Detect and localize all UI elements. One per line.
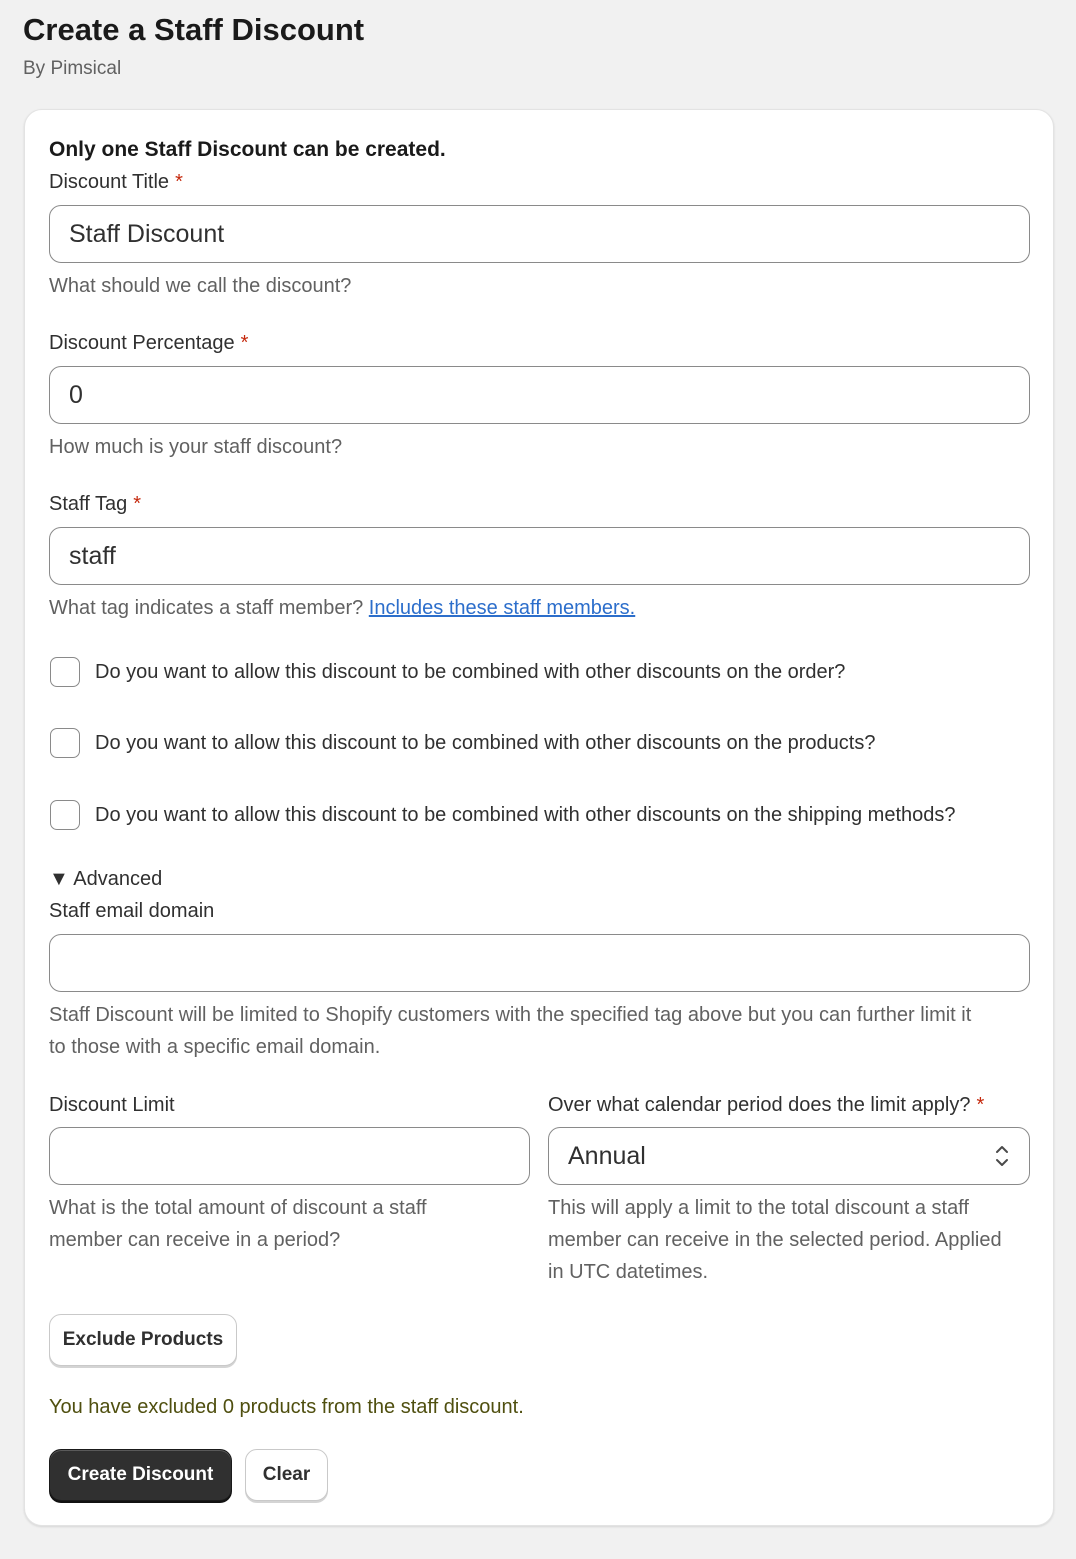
discount-percentage-help: How much is your staff discount?: [49, 436, 343, 458]
staff-tag-value: staff: [69, 541, 116, 570]
discount-limit-help-line-1: What is the total amount of discount a staff: [49, 1197, 427, 1219]
excluded-products-note: You have excluded 0 products from the staff discount.: [49, 1396, 524, 1418]
email-domain-help: [49, 999, 1039, 1063]
page-subtitle: By Pimsical: [23, 58, 122, 79]
period-help: [548, 1192, 1033, 1288]
staff-tag-input[interactable]: [49, 527, 1030, 585]
discount-limit-help: [49, 1192, 529, 1256]
combine-order-label: Do you want to allow this discount to be combined with other discounts on the order?: [95, 660, 846, 683]
combine-shipping-checkbox[interactable]: [50, 800, 80, 830]
required-mark: *: [175, 171, 183, 193]
discount-title-label: [49, 171, 183, 194]
email-domain-label: Staff email domain: [49, 900, 215, 922]
discount-title-input[interactable]: [49, 205, 1030, 263]
staff-tag-label: [49, 493, 141, 516]
discount-percentage-label-text: Discount Percentage: [49, 332, 235, 354]
discount-limit-help-line-2: member can receive in a period?: [49, 1229, 341, 1251]
email-domain-input[interactable]: [49, 934, 1030, 992]
discount-percentage-value: 0: [69, 380, 83, 409]
discount-form-card: [24, 109, 1054, 1526]
required-mark: *: [240, 332, 249, 354]
combine-products-checkbox[interactable]: [50, 728, 80, 758]
period-help-line-3: in UTC datetimes.: [548, 1261, 709, 1283]
select-chevron-icon: [995, 1142, 1009, 1170]
form-notice: Only one Staff Discount can be created.: [49, 138, 446, 161]
staff-members-link[interactable]: Includes these staff members.: [368, 597, 636, 619]
staff-tag-help: [49, 592, 635, 624]
period-help-line-2: member can receive in the selected period. Applied: [548, 1229, 1002, 1251]
period-select[interactable]: [548, 1127, 1030, 1185]
combine-shipping-label: Do you want to allow this discount to be combined with other discounts on the shipping methods?: [95, 803, 956, 826]
exclude-products-button[interactable]: Exclude Products: [49, 1314, 237, 1366]
staff-tag-help-text: What tag indicates a staff member?: [49, 597, 364, 619]
discount-title-label-text: Discount Title: [49, 171, 170, 193]
create-discount-button[interactable]: Create Discount: [49, 1449, 232, 1501]
email-domain-help-line-2: to those with a specific email domain.: [49, 1036, 381, 1058]
clear-button[interactable]: Clear: [245, 1449, 328, 1501]
combine-order-checkbox-row[interactable]: [50, 657, 845, 687]
combine-products-label: Do you want to allow this discount to be combined with other discounts on the products?: [95, 731, 876, 754]
discount-title-value: Staff Discount: [69, 219, 225, 248]
required-mark: *: [976, 1094, 985, 1116]
discount-limit-label: Discount Limit: [49, 1094, 175, 1116]
email-domain-help-line-1: Staff Discount will be limited to Shopify customers with the specified tag above but you can further limit it: [49, 1004, 972, 1026]
page-title: Create a Staff Discount: [23, 12, 365, 47]
combine-products-checkbox-row[interactable]: [50, 728, 875, 758]
period-help-line-1: This will apply a limit to the total discount a staff: [548, 1197, 969, 1219]
period-select-value: Annual: [568, 1141, 646, 1170]
required-mark: *: [133, 493, 142, 515]
advanced-toggle-label: Advanced: [73, 868, 163, 890]
staff-tag-label-text: Staff Tag: [49, 493, 128, 515]
discount-percentage-input[interactable]: [49, 366, 1030, 424]
discount-limit-input[interactable]: [49, 1127, 530, 1185]
combine-order-checkbox[interactable]: [50, 657, 80, 687]
combine-shipping-checkbox-row[interactable]: [50, 800, 956, 830]
period-label-text: Over what calendar period does the limit apply?: [548, 1094, 971, 1116]
advanced-toggle[interactable]: [49, 868, 162, 891]
discount-title-help: What should we call the discount?: [49, 275, 352, 297]
triangle-down-icon: ▼: [49, 868, 69, 890]
discount-percentage-label: [49, 332, 248, 355]
period-label: [548, 1094, 984, 1117]
